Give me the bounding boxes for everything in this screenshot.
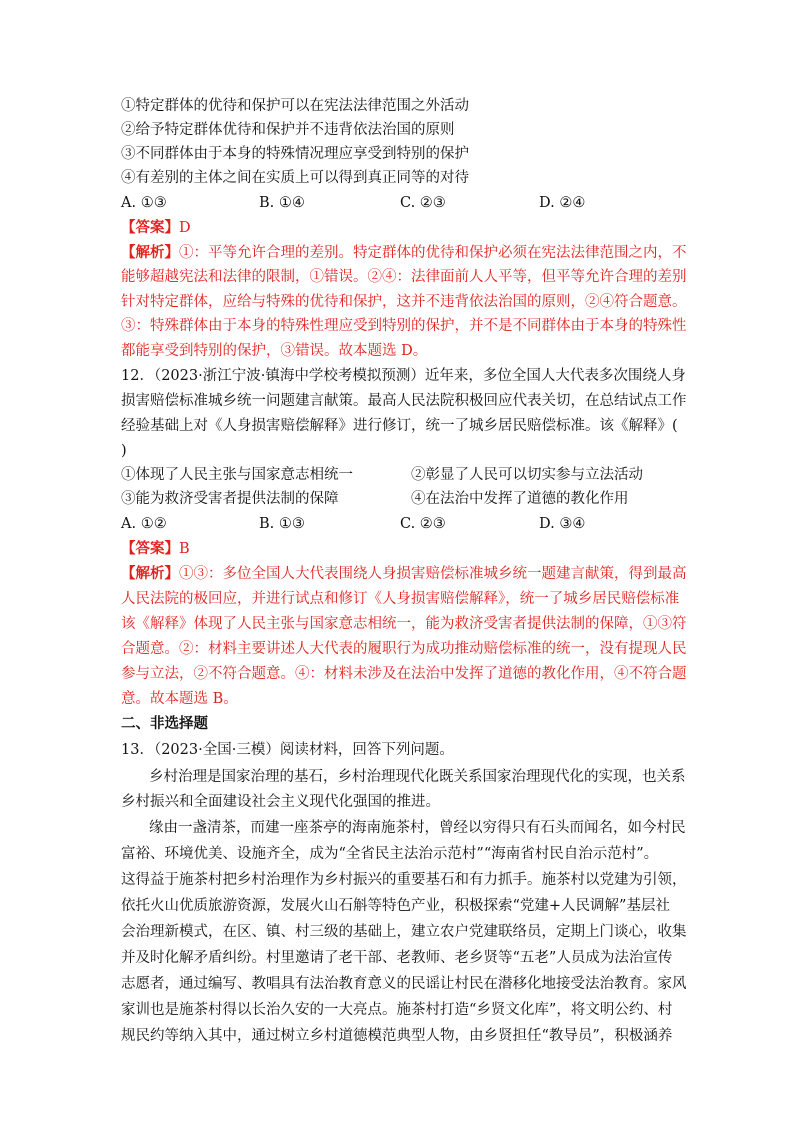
- q12-stem-line-4: ): [121, 443, 127, 459]
- q12-statement-4: ④在法治中发挥了道德的教化作用: [411, 491, 629, 507]
- q13-material-line-6: 依托火山优质旅游资源，发展火山石斛等特色产业，积极探索“党建+人民调解”基层社: [121, 898, 670, 914]
- q12-statement-3: ③能为救济受害者提供法制的保障: [121, 491, 339, 507]
- q13-material-line-5: 这得益于施茶村把乡村治理作为乡村振兴的重要基石和有力抓手。施茶村以党建为引领，: [121, 872, 687, 888]
- q12-option-c: C. ②③: [400, 516, 446, 532]
- q13-material-line-11: 规民约等纳入其中，通过树立乡村道德模范典型人物，由乡贤担任“教导员”，积极涵养: [121, 1028, 673, 1044]
- analysis-label: 【解析】: [121, 565, 179, 582]
- q12-analysis-line-5: 参与立法，②不符合题意。④：材料未涉及在法治中发挥了道德的教化作用，④不符合题: [121, 666, 687, 682]
- q11-option-b: B. ①④: [259, 195, 305, 211]
- q11-option-a: A. ①③: [121, 195, 167, 211]
- q11-analysis-line-4: ③：特殊群体由于本身的特殊性理应受到特别的保护，并不是不同群体由于本身的特殊性: [121, 318, 687, 334]
- q12-stem-line-3: 经验基础上对《人身损害赔偿解释》进行修订，统一了城乡居民赔偿标准。该《解释》(: [121, 418, 678, 434]
- q12-stem-line-1: 12．（2023·浙江宁波·镇海中学校考模拟预测）近年来，多位全国人大代表多次围绕人身: [121, 368, 686, 384]
- analysis-label: 【解析】: [121, 244, 179, 261]
- q11-analysis-line-2: 能够超越宪法和法律的限制，①错误。②④：法律面前人人平等，但平等允许合理的差别: [121, 269, 687, 285]
- q13-material-line-4: 富裕、环境优美、设施齐全，成为“全省民主法治示范村”“海南省村民自治示范村”。: [121, 846, 659, 862]
- q13-material-line-1: 乡村治理是国家治理的基石，乡村治理现代化既关系国家治理现代化的实现，也关系: [149, 769, 686, 785]
- answer-value: B: [179, 541, 190, 557]
- answer-label: 【答案】: [121, 219, 179, 236]
- q12-analysis-line-3: 该《解释》体现了人民主张与国家意志相统一，能为救济受害者提供法制的保障，①③符: [121, 616, 687, 632]
- analysis-text: ①③：多位全国人大代表围绕人身损害赔偿标准城乡统一题建言献策，得到最高: [179, 566, 687, 582]
- answer-value: D: [179, 220, 191, 236]
- analysis-text: ①：平等允许合理的差别。特定群体的优待和保护必须在宪法法律范围之内，不: [179, 245, 687, 261]
- q11-analysis-line-5: 都能享受到特别的保护，③错误。故本题选 D。: [121, 343, 428, 359]
- q13-material-line-2: 乡村振兴和全面建设社会主义现代化强国的推进。: [121, 794, 440, 810]
- q11-statement-4: ④有差别的主体之间在实质上可以得到真正同等的对待: [121, 170, 469, 186]
- q12-analysis-line-2: 人民法院的极回应，并进行试点和修订《人身损害赔偿解释》，统一了城乡居民赔偿标准: [121, 591, 680, 607]
- q13-material-line-7: 会治理新模式，在区、镇、村三级的基础上，建立农户党建联络员，定期上门谈心，收集: [121, 924, 687, 940]
- q12-option-b: B. ①③: [259, 516, 305, 532]
- q11-statement-3: ③不同群体由于本身的特殊情况理应享受到特别的保护: [121, 146, 469, 162]
- q11-analysis-line-1: [121, 242, 687, 264]
- q12-analysis-line-6: 意。故本题选 B。: [121, 691, 238, 707]
- q11-option-c: C. ②③: [400, 195, 446, 211]
- q12-statement-2: ②彰显了人民可以切实参与立法活动: [411, 467, 643, 483]
- q13-stem: 13．（2023·全国·三模）阅读材料，回答下列问题。: [121, 742, 454, 758]
- q11-analysis-line-3: 针对特定群体，应给与特殊的优待和保护，这并不违背依法治国的原则，②④符合题意。: [121, 294, 687, 310]
- q12-analysis-line-4: 合题意。②：材料主要讲述人大代表的履职行为成功推动赔偿标准的统一，没有提现人民: [121, 641, 687, 657]
- q11-option-d: D. ②④: [539, 195, 586, 211]
- q13-material-line-8: 并及时化解矛盾纠纷。村里邀请了老干部、老教师、老乡贤等“五老”人员成为法治宣传: [121, 950, 673, 966]
- q13-material-line-9: 志愿者，通过编写、教唱具有法治教育意义的民谣让村民在潜移化地接受法治教育。家风: [121, 976, 687, 992]
- q12-stem-line-2: 损害赔偿标准城乡统一问题建言献策。最高人民法院积极回应代表关切，在总结试点工作: [121, 393, 687, 409]
- q12-answer: [121, 538, 190, 560]
- q12-analysis-line-1: [121, 563, 687, 585]
- q11-answer: [121, 217, 191, 239]
- q11-statement-2: ②给予特定群体优待和保护并不违背依法治国的原则: [121, 122, 455, 138]
- q13-material-line-10: 家训也是施茶村得以长治久安的一大亮点。施茶村打造“乡贤文化库”，将文明公约、村: [121, 1002, 673, 1018]
- q12-option-d: D. ③④: [539, 516, 586, 532]
- q12-option-a: A. ①②: [121, 516, 167, 532]
- q11-statement-1: ①特定群体的优待和保护可以在宪法法律范围之外活动: [121, 98, 469, 114]
- section-heading: 二、非选择题: [121, 715, 208, 732]
- q13-material-line-3: 缘由一盏清茶，而建一座茶亭的海南施茶村，曾经以穷得只有石头而闻名，如今村民: [149, 820, 686, 836]
- answer-label: 【答案】: [121, 540, 179, 557]
- q12-statement-1: ①体现了人民主张与国家意志相统一: [121, 467, 353, 483]
